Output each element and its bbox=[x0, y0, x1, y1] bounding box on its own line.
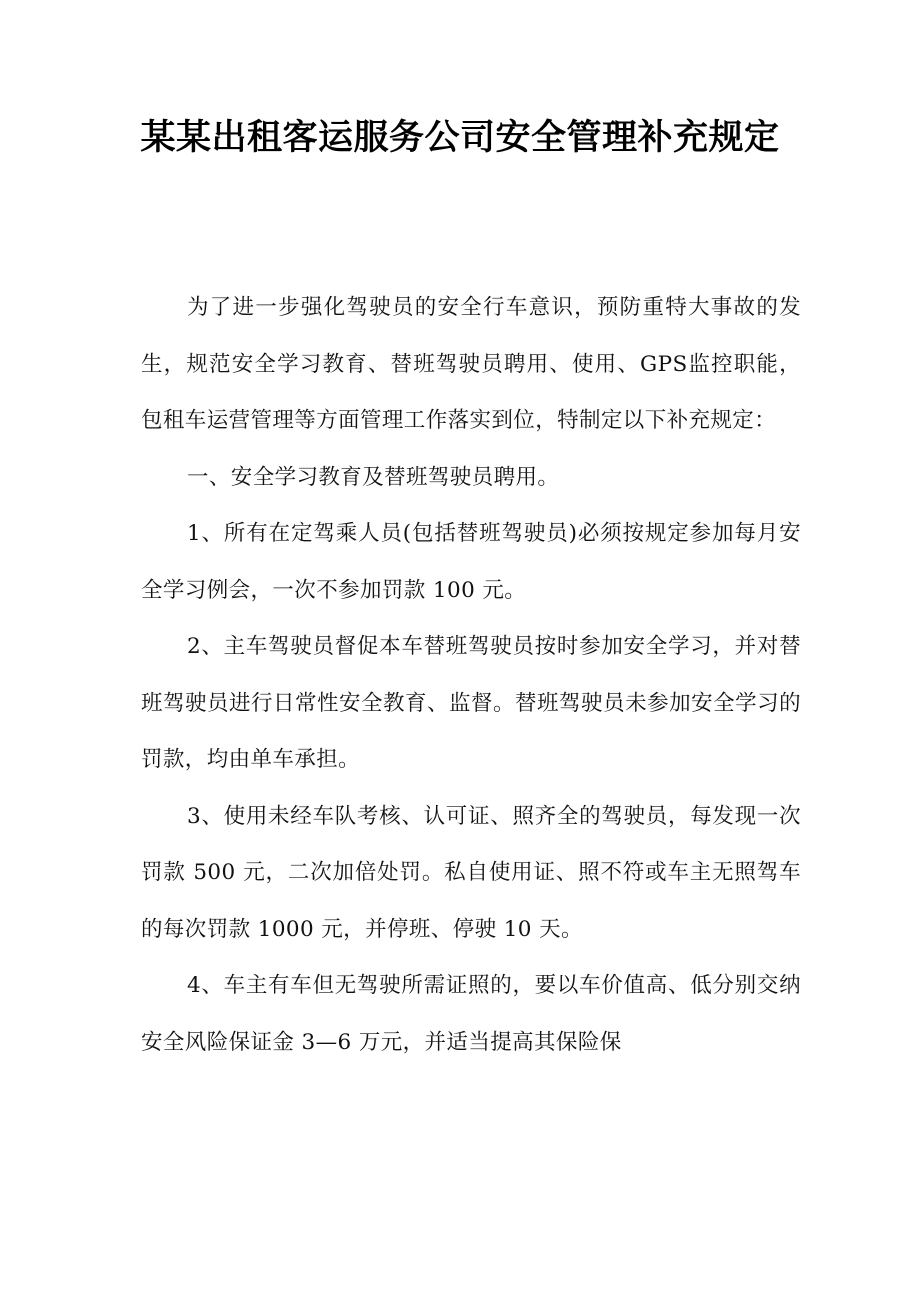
paragraph-item-2: 2、主车驾驶员督促本车替班驾驶员按时参加安全学习，并对替班驾驶员进行日常性安全教育、监督。替班驾驶员未参加安全学习的罚款，均由单车承担。 bbox=[141, 634, 801, 772]
paragraph-intro: 为了进一步强化驾驶员的安全行车意识，预防重特大事故的发生，规范安全学习教育、替班驾驶员聘用、使用、GPS监控职能，包租车运营管理等方面管理工作落实到位，特制定以下补充规定： bbox=[141, 295, 801, 433]
paragraph-item-1: 1、所有在定驾乘人员(包括替班驾驶员)必须按规定参加每月安全学习例会，一次不参加罚款 100 元。 bbox=[141, 521, 801, 603]
document-body bbox=[141, 280, 801, 1071]
section-heading-1: 一、安全学习教育及替班驾驶员聘用。 bbox=[187, 464, 560, 490]
paragraph-item-4: 4、车主有车但无驾驶所需证照的，要以车价值高、低分别交纳安全风险保证金 3—6 万元，并适当提高其保险保 bbox=[141, 973, 801, 1055]
document-title: 某某出租客运服务公司安全管理补充规定 bbox=[140, 118, 780, 158]
paragraph-item-3: 3、使用未经车队考核、认可证、照齐全的驾驶员，每发现一次罚款 500 元，二次加倍处罚。私自使用证、照不符或车主无照驾车的每次罚款 1000 元，并停班、停驶 10 天。 bbox=[141, 803, 801, 942]
